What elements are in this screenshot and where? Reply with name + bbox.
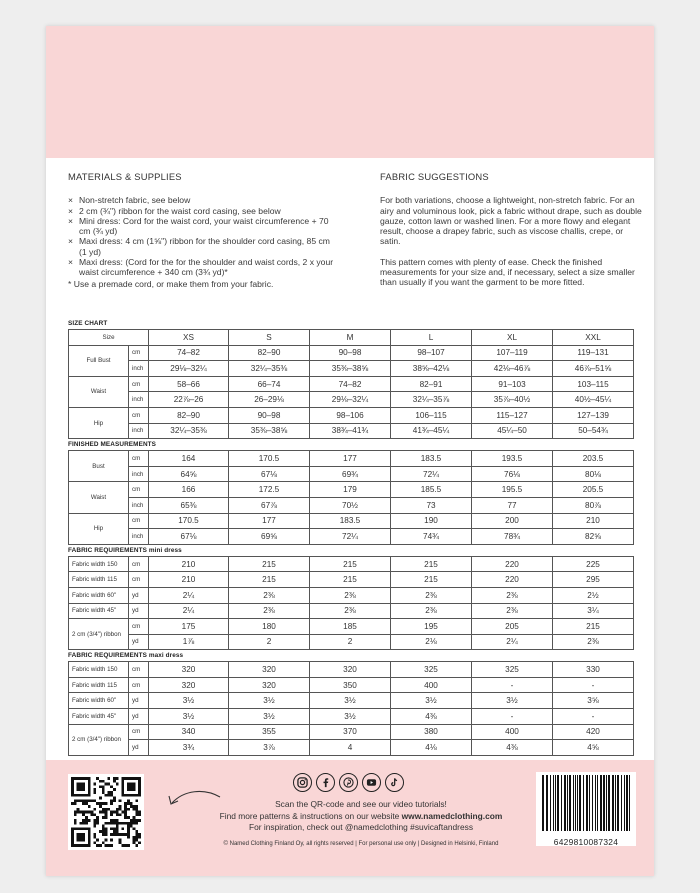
youtube-icon[interactable] (362, 773, 381, 792)
materials-item (68, 236, 338, 257)
row-label: 2 cm (3/4") ribbon (69, 724, 129, 755)
table-header-row (69, 330, 634, 346)
table-cell: 215 (229, 556, 310, 572)
table-cell: 78¾ (472, 529, 553, 545)
row-label: Fabric width 60" (69, 693, 129, 709)
materials-item-text: Maxi dress: (Cord for the for the shoulder and waist cords, 2 x your waist circumference + 340 cm (3¾ yd)* (79, 257, 334, 278)
table-cell: 320 (149, 662, 229, 678)
table-cell: 2⅜ (553, 634, 634, 650)
table-row (69, 693, 634, 709)
table-cell: 107–119 (472, 345, 553, 361)
finished-title: FINISHED MEASUREMENTS (68, 441, 157, 449)
table-cell: 40½–45¼ (553, 392, 634, 408)
table-cell: 3½ (149, 693, 229, 709)
table-cell: 67⅞ (229, 497, 310, 513)
table-cell: 164 (149, 451, 229, 467)
table-cell: 3¼ (553, 603, 634, 619)
bullet-mark: × (68, 236, 74, 247)
table-cell: 3⅞ (229, 740, 310, 756)
unit-label: cm (129, 572, 149, 588)
table-cell: 380 (391, 724, 472, 740)
bullet-mark: × (68, 195, 74, 206)
unit-label: inch (129, 361, 149, 377)
materials-note: * Use a premade cord, or make them from your fabric. (68, 278, 274, 289)
table-cell: 22⅞–26 (149, 392, 229, 408)
row-label: Waist (69, 482, 129, 513)
social-icons (293, 773, 404, 793)
table-cell: 29⅛–32¼ (149, 361, 229, 377)
table-cell: 4⅜ (391, 709, 472, 725)
table-cell: 2¼ (472, 634, 553, 650)
unit-label: cm (129, 513, 149, 529)
table-cell: 42⅛–46⅞ (472, 361, 553, 377)
table-cell: 3½ (149, 709, 229, 725)
table-cell: 320 (149, 677, 229, 693)
table-cell: 2 (229, 634, 310, 650)
table-cell: 210 (553, 513, 634, 529)
unit-label: cm (129, 482, 149, 498)
table-cell: 177 (310, 451, 391, 467)
materials-item-text: Maxi dress: 4 cm (1⅝") ribbon for the shoulder cord casing, 85 cm (1 yd) (79, 236, 330, 257)
table-cell: 3½ (229, 709, 310, 725)
table-cell: 1⅞ (149, 634, 229, 650)
size-column-header: L (391, 330, 472, 346)
table-cell: 76⅛ (472, 466, 553, 482)
table-cell: 41¾–45¼ (391, 423, 472, 439)
table-cell: 38⅝–42⅛ (391, 361, 472, 377)
table-cell: 210 (149, 556, 229, 572)
table-cell: 172.5 (229, 482, 310, 498)
table-cell: 370 (310, 724, 391, 740)
materials-section (68, 172, 338, 289)
table-cell: 190 (391, 513, 472, 529)
row-label: Fabric width 115 (69, 677, 129, 693)
table-cell: 183.5 (310, 513, 391, 529)
row-label: Hip (69, 513, 129, 544)
table-cell: 127–139 (553, 407, 634, 423)
footer-info (176, 799, 546, 850)
row-label: 2 cm (3/4") ribbon (69, 619, 129, 650)
unit-label: cm (129, 376, 149, 392)
table-cell: 220 (472, 572, 553, 588)
table-cell: 180 (229, 619, 310, 635)
table-cell: 72¼ (391, 466, 472, 482)
pinterest-icon[interactable] (339, 773, 358, 792)
table-cell: 2¼ (149, 587, 229, 603)
table-cell: 220 (472, 556, 553, 572)
table-row (69, 556, 634, 572)
table-cell: 32¼–35⅜ (229, 361, 310, 377)
table-cell: 66–74 (229, 376, 310, 392)
table-cell: 2⅜ (391, 587, 472, 603)
table-cell: 330 (553, 662, 634, 678)
facebook-icon[interactable] (316, 773, 335, 792)
table-cell: 70½ (310, 497, 391, 513)
materials-heading: MATERIALS & SUPPLIES (68, 171, 182, 182)
unit-label: yd (129, 587, 149, 603)
unit-label: yd (129, 740, 149, 756)
table-cell: 3¾ (149, 740, 229, 756)
table-cell: 4⅝ (553, 740, 634, 756)
table-row (69, 376, 634, 392)
table-row (69, 361, 634, 377)
table-cell: - (472, 677, 553, 693)
table-cell: 4⅜ (472, 740, 553, 756)
table-cell: 35⅜–38⅝ (229, 423, 310, 439)
table-cell: 90–98 (229, 407, 310, 423)
table-row (69, 345, 634, 361)
table-row (69, 572, 634, 588)
row-label: Bust (69, 451, 129, 482)
footer-line-inspiration: For inspiration, check out @namedclothing #suvicaftandress (248, 822, 474, 833)
table-cell: 64⅝ (149, 466, 229, 482)
table-cell: 77 (472, 497, 553, 513)
table-cell: 195 (391, 619, 472, 635)
footer-line-website (176, 811, 546, 823)
table-row (69, 740, 634, 756)
copyright-text: © Named Clothing Finland Oy, all rights reserved | For personal use only | Designed in Helsinki, Finland (223, 840, 499, 847)
table-row (69, 513, 634, 529)
unit-label: cm (129, 619, 149, 635)
bullet-mark: × (68, 205, 74, 216)
unit-label: cm (129, 407, 149, 423)
table-cell: 215 (553, 619, 634, 635)
table-cell: 166 (149, 482, 229, 498)
unit-label: cm (129, 677, 149, 693)
fr-mini-title: FABRIC REQUIREMENTS mini dress (68, 546, 182, 554)
row-label: Fabric width 60" (69, 587, 129, 603)
table-cell: 2½ (553, 587, 634, 603)
table-cell: 400 (472, 724, 553, 740)
table-cell: 90–98 (310, 345, 391, 361)
table-row (69, 407, 634, 423)
footer-website-text: Find more patterns & instructions on our website (219, 810, 402, 821)
table-cell: 72¼ (310, 529, 391, 545)
unit-label: cm (129, 662, 149, 678)
table-row (69, 662, 634, 678)
table-cell: 67⅛ (229, 466, 310, 482)
unit-label: cm (129, 345, 149, 361)
fabric-paragraph-2: This pattern comes with plenty of ease. Check the finished measurements for your size and, if necessary, select a size smaller than usually if you want the garment to be more fitted. (380, 256, 635, 288)
table-row (69, 619, 634, 635)
table-cell: 2 (310, 634, 391, 650)
table-cell: 420 (553, 724, 634, 740)
table-cell: 38¾–41¾ (310, 423, 391, 439)
table-cell: 193.5 (472, 451, 553, 467)
table-cell: 3½ (310, 709, 391, 725)
table-cell: 46⅞–51⅝ (553, 361, 634, 377)
table-cell: 82–90 (229, 345, 310, 361)
table-cell: 400 (391, 677, 472, 693)
table-cell: 295 (553, 572, 634, 588)
materials-item-text: 2 cm (¾") ribbon for the waist cord casing, see below (79, 205, 281, 216)
barcode (536, 772, 636, 846)
unit-label: yd (129, 693, 149, 709)
unit-label: inch (129, 392, 149, 408)
table-cell: 69¾ (310, 466, 391, 482)
table-cell: - (553, 709, 634, 725)
unit-label: yd (129, 634, 149, 650)
table-cell: 58–66 (149, 376, 229, 392)
materials-item (68, 257, 338, 278)
finished-measurements-table (68, 450, 634, 545)
unit-label: inch (129, 423, 149, 439)
bullet-mark: × (68, 215, 74, 226)
table-row (69, 451, 634, 467)
table-cell: 35⅜–38⅝ (310, 361, 391, 377)
fabric-suggestions-section (380, 172, 642, 298)
table-cell: 2⅜ (310, 603, 391, 619)
table-cell: 179 (310, 482, 391, 498)
table-cell: 195.5 (472, 482, 553, 498)
table-row (69, 634, 634, 650)
materials-item-text: Non-stretch fabric, see below (79, 195, 191, 206)
table-cell: 215 (229, 572, 310, 588)
table-row (69, 497, 634, 513)
website-link[interactable]: www.namedclothing.com (401, 810, 503, 821)
table-row (69, 466, 634, 482)
unit-label: inch (129, 466, 149, 482)
table-cell: 65⅜ (149, 497, 229, 513)
size-column-header: XXL (553, 330, 634, 346)
table-cell: 320 (310, 662, 391, 678)
table-cell: 355 (229, 724, 310, 740)
table-cell: - (553, 677, 634, 693)
table-cell: 3½ (229, 693, 310, 709)
table-cell: 215 (391, 572, 472, 588)
materials-list (68, 195, 338, 277)
table-cell: 82–91 (391, 376, 472, 392)
table-cell: 2⅜ (472, 603, 553, 619)
table-cell: 325 (391, 662, 472, 678)
table-cell: 320 (229, 677, 310, 693)
unit-label: cm (129, 724, 149, 740)
table-cell: 74–82 (310, 376, 391, 392)
unit-label: inch (129, 529, 149, 545)
fabric-paragraph-1: For both variations, choose a lightweight, non-stretch fabric. For an airy and voluminous look, pick a fabric without drape, such as double gauze, cotton lawn or washed linen. For a more flowy and elegant result, choose a drapey fabric, such as viscose challis, crepe, or satin. (380, 195, 642, 247)
table-cell: 170.5 (149, 513, 229, 529)
table-cell: 82⅝ (553, 529, 634, 545)
unit-label: yd (129, 603, 149, 619)
table-cell: 80⅞ (553, 497, 634, 513)
unit-label: inch (129, 497, 149, 513)
unit-label: cm (129, 556, 149, 572)
table-cell: 2⅜ (472, 587, 553, 603)
table-cell: 215 (310, 556, 391, 572)
table-cell: 2⅜ (310, 587, 391, 603)
tiktok-icon[interactable] (385, 773, 404, 792)
table-row (69, 529, 634, 545)
footer-line-qr: Scan the QR-code and see our video tutorials! (275, 799, 447, 809)
table-cell: 29⅛–32¼ (310, 392, 391, 408)
table-row (69, 587, 634, 603)
table-cell: 119–131 (553, 345, 634, 361)
size-header: Size (69, 330, 149, 346)
fr-maxi-title: FABRIC REQUIREMENTS maxi dress (68, 652, 184, 660)
table-row (69, 724, 634, 740)
bullet-mark: × (68, 257, 74, 268)
row-label: Fabric width 150 (69, 662, 129, 678)
table-cell: 45¼–50 (472, 423, 553, 439)
measurement-tables (68, 320, 633, 756)
table-cell: 50–54¾ (553, 423, 634, 439)
fabric-requirements-mini-table (68, 556, 634, 651)
table-cell: 2¼ (149, 603, 229, 619)
barcode-number: 6429810087324 (553, 837, 619, 847)
materials-item (68, 216, 338, 237)
row-label: Waist (69, 376, 129, 407)
table-cell: 185.5 (391, 482, 472, 498)
row-label: Hip (69, 407, 129, 438)
table-row (69, 482, 634, 498)
table-cell: 106–115 (391, 407, 472, 423)
table-row (69, 709, 634, 725)
materials-item-text: Mini dress: Cord for the waist cord, your waist circumference + 70 cm (¾ yd) (79, 215, 329, 237)
row-label: Fabric width 45" (69, 709, 129, 725)
table-cell: 215 (391, 556, 472, 572)
table-cell: 32¼–35⅞ (391, 392, 472, 408)
instagram-icon[interactable] (293, 773, 312, 792)
table-cell: 200 (472, 513, 553, 529)
size-column-header: S (229, 330, 310, 346)
top-pink-band (46, 26, 654, 158)
fabric-requirements-maxi-table (68, 661, 634, 756)
table-cell: 3⅝ (553, 693, 634, 709)
table-cell: 185 (310, 619, 391, 635)
table-cell: 210 (149, 572, 229, 588)
table-cell: 225 (553, 556, 634, 572)
table-cell: 115–127 (472, 407, 553, 423)
unit-label: yd (129, 709, 149, 725)
table-cell: 26–29⅛ (229, 392, 310, 408)
table-cell: 73 (391, 497, 472, 513)
table-cell: 350 (310, 677, 391, 693)
row-label: Fabric width 150 (69, 556, 129, 572)
row-label: Fabric width 45" (69, 603, 129, 619)
table-cell: 80⅛ (553, 466, 634, 482)
row-label: Full Bust (69, 345, 129, 376)
table-cell: 35⅞–40½ (472, 392, 553, 408)
table-cell: 170.5 (229, 451, 310, 467)
table-cell: 175 (149, 619, 229, 635)
fabric-heading: FABRIC SUGGESTIONS (380, 171, 489, 182)
table-cell: 205.5 (553, 482, 634, 498)
table-cell: 67⅛ (149, 529, 229, 545)
table-cell: 2⅜ (391, 603, 472, 619)
table-cell: 203.5 (553, 451, 634, 467)
table-cell: 91–103 (472, 376, 553, 392)
table-cell: 325 (472, 662, 553, 678)
table-cell: 98–107 (391, 345, 472, 361)
table-cell: 82–90 (149, 407, 229, 423)
table-row (69, 392, 634, 408)
row-label: Fabric width 115 (69, 572, 129, 588)
table-row (69, 677, 634, 693)
size-chart-table (68, 329, 634, 439)
table-cell: 215 (310, 572, 391, 588)
table-cell: 3½ (472, 693, 553, 709)
materials-item (68, 206, 338, 216)
table-cell: 205 (472, 619, 553, 635)
size-column-header: XL (472, 330, 553, 346)
table-cell: 177 (229, 513, 310, 529)
table-cell: 4 (310, 740, 391, 756)
table-cell: 98–106 (310, 407, 391, 423)
size-column-header: M (310, 330, 391, 346)
table-cell: 74–82 (149, 345, 229, 361)
table-cell: 103–115 (553, 376, 634, 392)
table-cell: 2⅜ (229, 603, 310, 619)
table-cell: 2⅛ (391, 634, 472, 650)
table-cell: 340 (149, 724, 229, 740)
table-row (69, 423, 634, 439)
unit-label: cm (129, 451, 149, 467)
table-cell: 4⅛ (391, 740, 472, 756)
table-cell: 69⅝ (229, 529, 310, 545)
materials-item (68, 195, 338, 205)
table-cell: - (472, 709, 553, 725)
size-column-header: XS (149, 330, 229, 346)
table-cell: 183.5 (391, 451, 472, 467)
table-cell: 320 (229, 662, 310, 678)
table-cell: 74¾ (391, 529, 472, 545)
pattern-back-sheet (46, 26, 654, 876)
table-cell: 3½ (310, 693, 391, 709)
table-cell: 2⅜ (229, 587, 310, 603)
qr-code[interactable] (68, 774, 144, 850)
table-row (69, 603, 634, 619)
size-chart-title: SIZE CHART (68, 320, 108, 327)
table-cell: 3½ (391, 693, 472, 709)
table-cell: 32¼–35⅜ (149, 423, 229, 439)
